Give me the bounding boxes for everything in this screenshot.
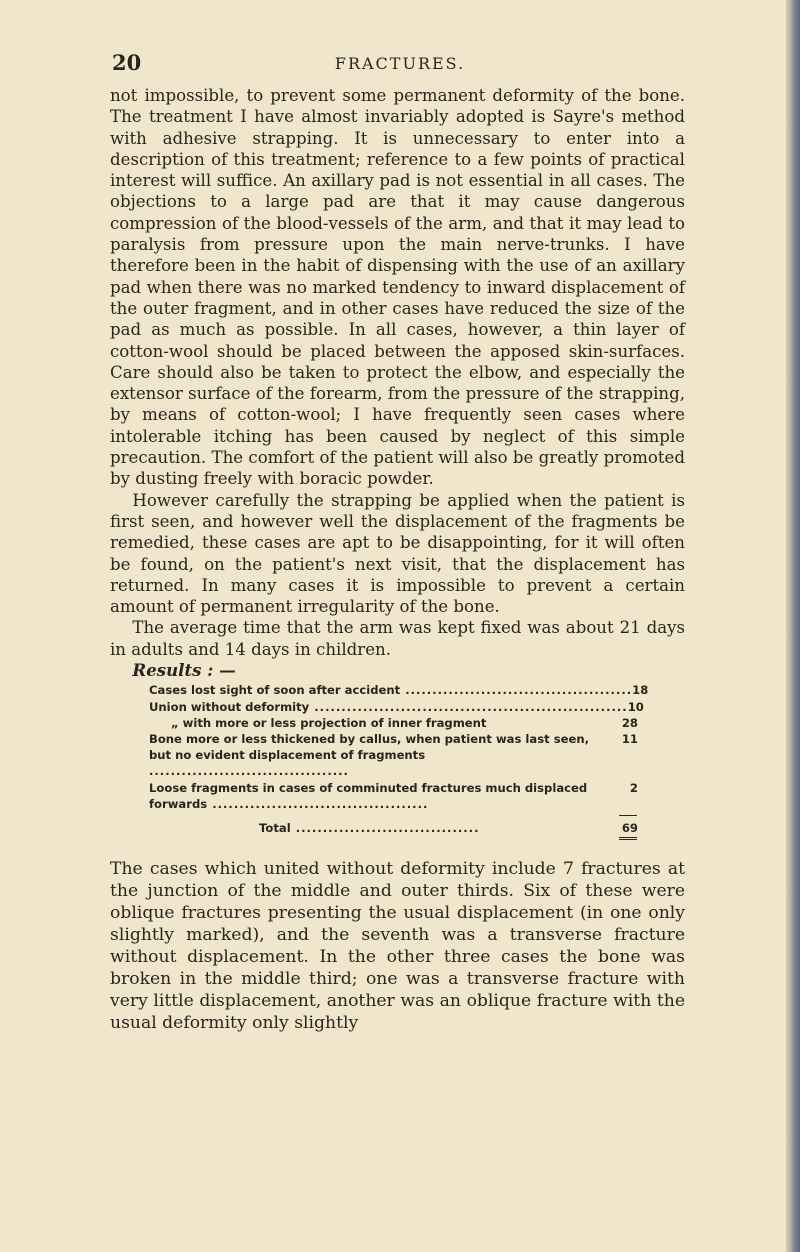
results-row-label: „ with more or less projection of inner fragment: [171, 715, 487, 730]
total-double-rule: [149, 836, 638, 840]
paragraph-1: not impossible, to prevent some permanent deformity of the bone. The treatment I have almost invariably adopted is Sayre's method with adhesive strapping. It is unnecessary to enter into a description of this treatment; reference to a few points of practical interest will suffice. An axillary pad is not essential in all cases. The objections to a large pad are that it may cause dangerous compression of the blood-vessels of the arm, and that it may lead to paralysis from pressure upon the main nerve-trunks. I have therefore been in the habit of dispensing with the use of an axillary pad when there was no marked tendency to inward displacement of the outer fragment, and in other cases have reduced the size of the pad as much as possible. In all cases, however, a thin layer of cotton-wool should be placed between the apposed skin-surfaces. Care should also be taken to protect the elbow, and especially the extensor surface of the forearm, from the pressure of the strapping, by means of cotton-wool; I have frequently seen cases where intolerable itching has been caused by neglect of this simple precaution. The comfort of the patient will also be greatly promoted by dusting freely with boracic powder.: [110, 86, 685, 489]
closing-paragraph: The cases which united without deformity include 7 fractures at the junction of the middle and outer thirds. Six of these were oblique fractures presenting the usual displacement (in one only slightly marked), and the seventh was a transverse fracture without displacement. In the other three cases the bone was broken in the middle third; one was a transverse fracture with very little displacement, another was an oblique fracture with the usual deformity only slightly: [110, 859, 685, 1034]
results-total-row: Total .................................. 69: [259, 820, 638, 835]
page-number: 20: [112, 50, 142, 75]
page-header: [0, 50, 800, 80]
results-row-label: Bone more or less thickened by callus, when patient was last seen, but no evident displacement of fragments: [149, 731, 589, 763]
results-row: Cases lost sight of soon after accident .......................................... 18: [149, 683, 649, 698]
results-row-label: Cases lost sight of soon after accident: [149, 683, 401, 698]
results-row-label: Loose fragments in cases of comminuted fractures much displaced forwards: [149, 780, 588, 811]
total-value: 69: [621, 820, 638, 835]
results-row-value: 28: [621, 715, 638, 730]
results-table: [149, 682, 649, 840]
paragraph-2: However carefully the strapping be applied when the patient is first seen, and however well the displacement of the fragments be remedied, these cases are apt to be disappointing, for it will often be found, on the patient's next visit, that the displacement has returned. In many cases it is impossible to prevent a certain amount of permanent irregularity of the bone.: [110, 490, 685, 617]
sum-rule: [149, 812, 638, 820]
total-label: Total: [259, 820, 291, 835]
results-row-value: 11: [621, 731, 638, 746]
results-row: Union without deformity .......................................................... 10: [149, 699, 644, 714]
running-head: FRACTURES.: [334, 54, 466, 73]
page-edge: [786, 0, 800, 1252]
results-row: Bone more or less thickened by callus, when patient was last seen, but no evident displacement of fragments ..................................... 11: [149, 731, 638, 779]
paragraph-3: The average time that the arm was kept fixed was about 21 days in adults and 14 days in children.: [110, 618, 685, 659]
results-row: [149, 715, 638, 731]
results-row: Loose fragments in cases of comminuted fractures much displaced forwards ........................................ 2: [149, 780, 638, 811]
results-row-value: 18: [632, 683, 649, 698]
results-heading: Results : —: [132, 660, 236, 681]
results-row-label: Union without deformity: [149, 699, 310, 714]
body-text: [110, 85, 685, 1034]
results-row-value: 10: [627, 699, 644, 714]
results-row-value: 2: [629, 780, 638, 795]
